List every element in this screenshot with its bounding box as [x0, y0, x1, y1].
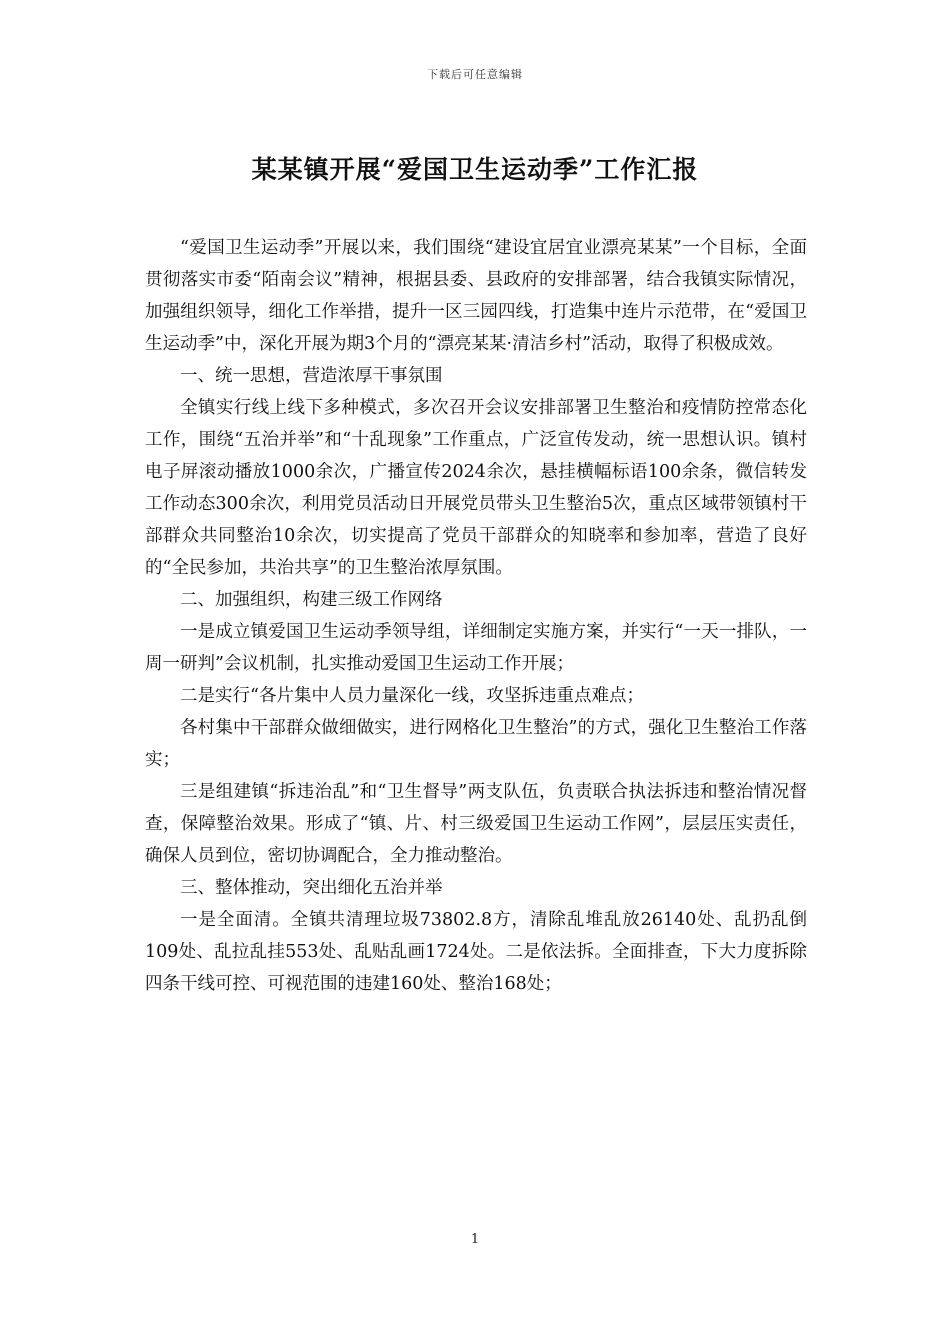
page-number: 1: [470, 1232, 480, 1247]
section-heading-1: 一、统一思想，营造浓厚干事氛围: [180, 366, 443, 386]
section-2-paragraph-2: 二是实行“各片集中人员力量深化一线，攻坚拆违重点难点；: [180, 686, 644, 706]
section-2-paragraph-3: 各村集中干部群众做细做实，进行网格化卫生整治”的方式，强化卫生整治工作落实；: [145, 718, 807, 770]
intro-paragraph: “爱国卫生运动季”开展以来，我们围绕“建设宜居宜业漂亮某某”一个目标，全面贯彻落实市委“陌南会议”精神，根据县委、县政府的安排部署，结合我镇实际情况，加强组织领导，细化工作举措，提升一区三园四线，打造集中连片示范带，在“爱国卫生运动季”中，深化开展为期3个月的“漂亮某某·清洁乡村”活动，取得了积极成效。: [145, 238, 807, 354]
section-2-paragraph-4: 三是组建镇“拆违治乱”和“卫生督导”两支队伍，负责联合执法拆违和整治情况督查，保障整治效果。形成了“镇、片、村三级爱国卫生运动工作网”，层层压实责任，确保人员到位，密切协调配合，全力推动整治。: [145, 782, 807, 866]
header-note: 下载后可任意编辑: [427, 68, 523, 81]
document-title: 某某镇开展“爱国卫生运动季”工作汇报: [251, 155, 699, 184]
section-3-paragraph-1: 一是全面清。全镇共清理垃圾73802.8方，清除乱堆乱放26140处、乱扔乱倒109处、乱拉乱挂553处、乱贴乱画1724处。二是依法拆。全面排查，下大力度拆除四条干线可控、可视范围的违建160处、整治168处；: [145, 910, 807, 994]
document-body: [145, 232, 807, 1000]
section-2-paragraph-1: 一是成立镇爱国卫生运动季领导组，详细制定实施方案，并实行“一天一排队，一周一研判”会议机制，扎实推动爱国卫生运动工作开展；: [145, 622, 807, 674]
section-heading-2: 二、加强组织，构建三级工作网络: [180, 590, 443, 610]
section-heading-3: 三、整体推动，突出细化五治并举: [180, 878, 443, 898]
section-1-paragraph: 全镇实行线上线下多种模式，多次召开会议安排部署卫生整治和疫情防控常态化工作，围绕“五治并举”和“十乱现象”工作重点，广泛宣传发动，统一思想认识。镇村电子屏滚动播放1000余次，广播宣传2024余次，悬挂横幅标语100余条，微信转发工作动态300余次，利用党员活动日开展党员带头卫生整治5次，重点区域带领镇村干部群众共同整治10余次，切实提高了党员干部群众的知晓率和参加率，营造了良好的“全民参加，共治共享”的卫生整治浓厚氛围。: [145, 398, 807, 578]
